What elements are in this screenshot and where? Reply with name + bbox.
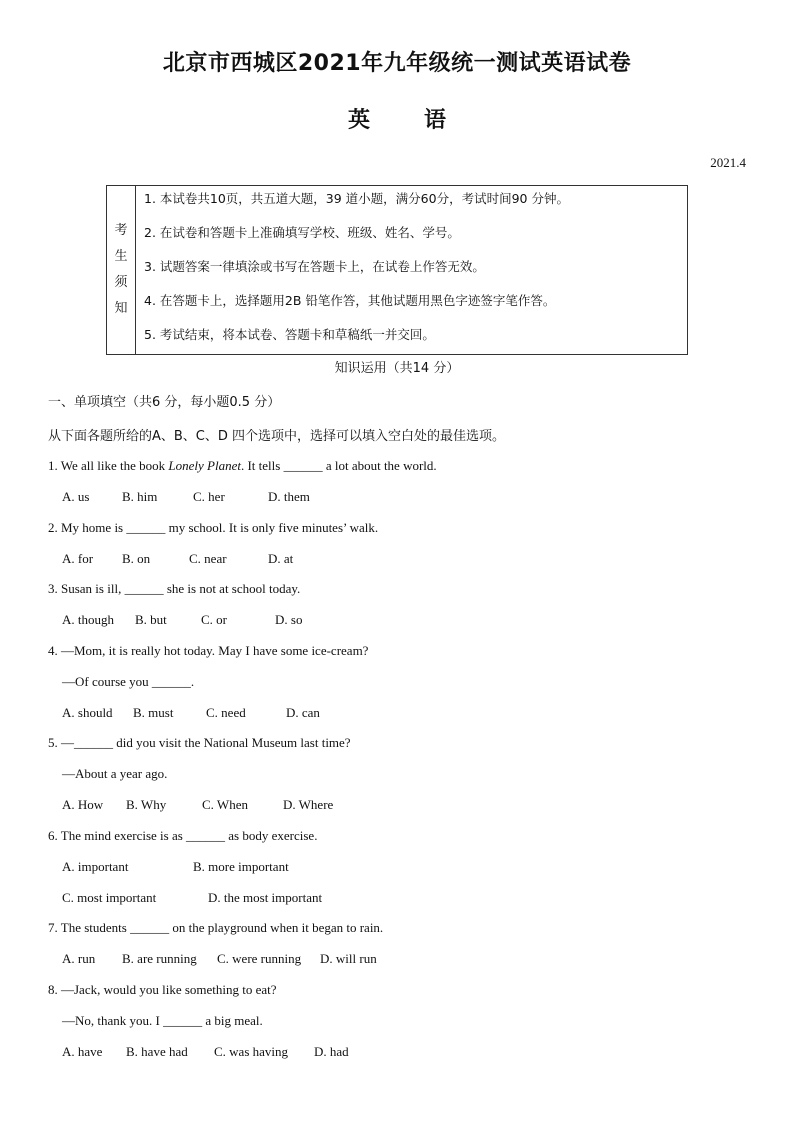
question-5-reply: —About a year ago. bbox=[62, 766, 168, 781]
option-c[interactable]: C. need bbox=[206, 705, 246, 720]
option-b[interactable]: B. are running bbox=[122, 951, 197, 966]
option-d[interactable]: D. them bbox=[268, 489, 310, 504]
option-d[interactable]: D. the most important bbox=[208, 890, 323, 905]
option-b[interactable]: B. on bbox=[122, 551, 151, 566]
notice-item: 2. 在试卷和答题卡上准确填写学校、班级、姓名、学号。 bbox=[144, 225, 460, 240]
notice-label-char: 生 bbox=[114, 249, 128, 264]
subject-char-1: 英 bbox=[347, 108, 370, 133]
question-8-stem: 8. —Jack, would you like something to eat? bbox=[48, 982, 277, 997]
option-c[interactable]: C. When bbox=[202, 797, 248, 812]
option-b[interactable]: B. more important bbox=[193, 859, 289, 874]
question-8-reply: —No, thank you. I ______ a big meal. bbox=[62, 1013, 263, 1028]
notice-label-char: 考 bbox=[114, 223, 128, 238]
option-a[interactable]: A. have bbox=[62, 1044, 103, 1059]
notice-item: 4. 在答题卡上，选择题用2B 铅笔作答，其他试题用黑色字迹签字笔作答。 bbox=[144, 293, 556, 308]
option-a[interactable]: A. should bbox=[62, 705, 113, 720]
question-5-stem: 5. —______ did you visit the National Museum last time? bbox=[48, 735, 351, 750]
option-d[interactable]: D. Where bbox=[283, 797, 334, 812]
question-3-stem: 3. Susan is ill, ______ she is not at school today. bbox=[48, 581, 301, 596]
option-c[interactable]: C. most important bbox=[62, 890, 157, 905]
option-d[interactable]: D. had bbox=[314, 1044, 349, 1059]
notice-item: 3. 试题答案一律填涂或书写在答题卡上，在试卷上作答无效。 bbox=[144, 259, 485, 274]
option-d[interactable]: D. at bbox=[268, 551, 294, 566]
notice-label-char: 知 bbox=[114, 301, 128, 316]
option-c[interactable]: C. was having bbox=[214, 1044, 289, 1059]
question-4-stem: 4. —Mom, it is really hot today. May I have some ice-cream? bbox=[48, 643, 369, 658]
option-a[interactable]: A. us bbox=[62, 489, 90, 504]
option-b[interactable]: B. must bbox=[133, 705, 174, 720]
book-title: Lonely Planet bbox=[168, 458, 241, 473]
option-d[interactable]: D. will run bbox=[320, 951, 377, 966]
option-a[interactable]: A. important bbox=[62, 859, 129, 874]
option-a[interactable]: A. How bbox=[62, 797, 104, 812]
option-c[interactable]: C. near bbox=[189, 551, 227, 566]
part-title: 一、单项填空（共6 分，每小题0.5 分） bbox=[48, 395, 281, 410]
section-heading: 知识运用（共14 分） bbox=[334, 361, 460, 376]
option-c[interactable]: C. or bbox=[201, 612, 227, 627]
question-4-reply: —Of course you ______. bbox=[62, 674, 195, 689]
question-1-text-end: . It tells ______ a lot about the world. bbox=[240, 458, 437, 473]
question-6-stem: 6. The mind exercise is as ______ as body exercise. bbox=[48, 828, 318, 843]
option-b[interactable]: B. have had bbox=[126, 1044, 188, 1059]
question-2-stem: 2. My home is ______ my school. It is only five minutes’ walk. bbox=[48, 520, 379, 535]
option-a[interactable]: A. for bbox=[62, 551, 94, 566]
exam-title: 北京市西城区2021年九年级统一测试英语试卷 bbox=[162, 51, 632, 76]
option-d[interactable]: D. so bbox=[275, 612, 303, 627]
subject-title bbox=[0, 103, 794, 134]
notice-item: 5. 考试结束，将本试卷、答题卡和草稿纸一并交回。 bbox=[144, 327, 435, 342]
option-c[interactable]: C. were running bbox=[217, 951, 302, 966]
question-7-stem: 7. The students ______ on the playground when it began to rain. bbox=[48, 920, 384, 935]
notice-item: 1. 本试卷共10页，共五道大题，39 道小题，满分60分，考试时间90 分钟。 bbox=[144, 191, 569, 206]
notice-label bbox=[107, 186, 136, 354]
question-1-text: 1. We all like the book bbox=[48, 458, 169, 473]
option-b[interactable]: B. but bbox=[135, 612, 167, 627]
option-d[interactable]: D. can bbox=[286, 705, 320, 720]
option-c[interactable]: C. her bbox=[193, 489, 225, 504]
notice-label-char: 须 bbox=[114, 275, 128, 290]
subject-char-2: 语 bbox=[424, 108, 447, 133]
option-a[interactable]: A. run bbox=[62, 951, 96, 966]
option-a[interactable]: A. though bbox=[62, 612, 114, 627]
exam-notice-box bbox=[106, 185, 688, 355]
option-b[interactable]: B. him bbox=[122, 489, 158, 504]
option-b[interactable]: B. Why bbox=[126, 797, 167, 812]
part-instruction: 从下面各题所给的A、B、C、D 四个选项中，选择可以填入空白处的最佳选项。 bbox=[48, 429, 506, 444]
question-1-stem bbox=[48, 458, 437, 474]
exam-date: 2021.4 bbox=[710, 155, 746, 170]
